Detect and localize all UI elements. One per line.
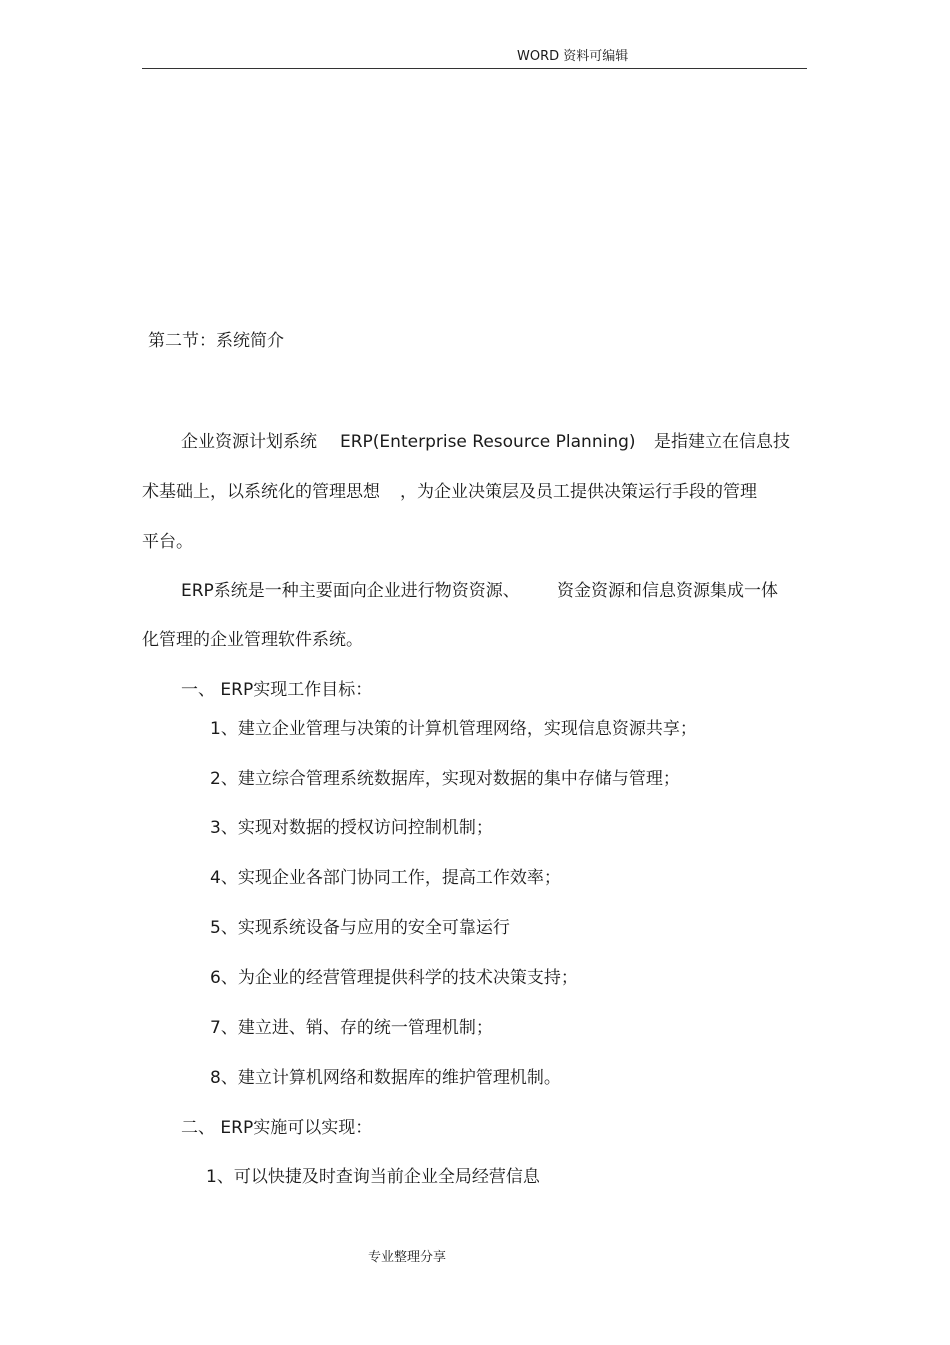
implementation-heading: 二、 ERP实施可以实现： <box>181 1118 373 1138</box>
goals-item: 1、建立企业管理与决策的计算机管理网络，实现信息资源共享； <box>210 719 697 739</box>
page-footer: 专业整理分享 <box>368 1250 447 1265</box>
intro-p2-line1-a: ERP系统是一种主要面向企业进行物资资源、 <box>181 581 520 601</box>
intro-p2-line2: 化管理的企业管理软件系统。 <box>142 630 363 650</box>
intro-p1-line1-c: 是指建立在信息技 <box>654 432 790 452</box>
intro-p1-line2-a: 术基础上，以系统化的管理思想 <box>142 482 380 502</box>
intro-p1-line1-b: ERP(Enterprise Resource Planning) <box>340 432 636 452</box>
goals-item: 3、实现对数据的授权访问控制机制； <box>210 818 493 838</box>
goals-item: 6、为企业的经营管理提供科学的技术决策支持； <box>210 968 578 988</box>
section-title: 第二节：系统简介 <box>148 331 284 351</box>
goals-item: 8、建立计算机网络和数据库的维护管理机制。 <box>210 1068 561 1088</box>
intro-p2-line1-b: 资金资源和信息资源集成一体 <box>557 581 778 601</box>
goals-item: 5、实现系统设备与应用的安全可靠运行 <box>210 918 510 938</box>
goals-item: 4、实现企业各部门协同工作，提高工作效率； <box>210 868 561 888</box>
header-divider <box>142 68 807 69</box>
page-header: WORD 资料可编辑 <box>517 49 629 64</box>
intro-p1-line3: 平台。 <box>142 532 193 552</box>
goals-item: 2、建立综合管理系统数据库，实现对数据的集中存储与管理； <box>210 769 680 789</box>
intro-p1-line1-a: 企业资源计划系统 <box>181 432 317 452</box>
goals-heading: 一、 ERP实现工作目标： <box>181 680 373 700</box>
goals-item: 7、建立进、销、存的统一管理机制； <box>210 1018 493 1038</box>
intro-p1-line2-b: ，为企业决策层及员工提供决策运行手段的管理 <box>400 482 757 502</box>
implementation-item: 1、可以快捷及时查询当前企业全局经营信息 <box>206 1167 540 1187</box>
